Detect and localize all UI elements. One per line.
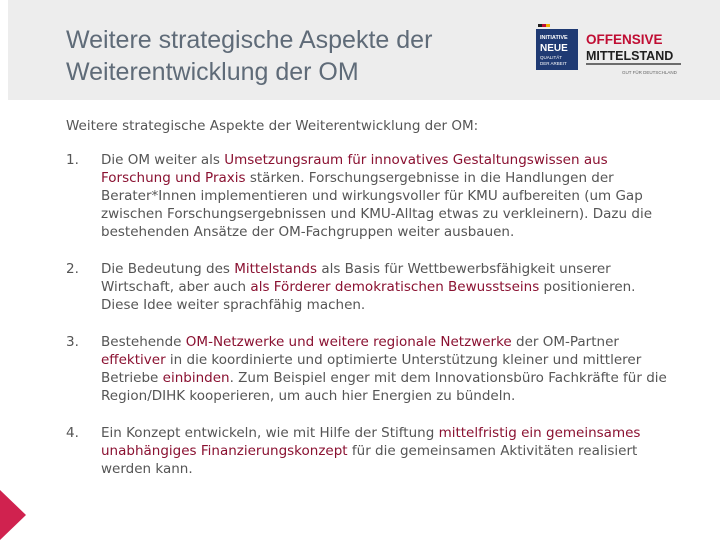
corner-arrow-shape (0, 490, 26, 540)
badge-line-4: DER ARBEIT (540, 61, 567, 66)
highlight-segment: Umsetzungsraum für innovatives Gestaltungswissen aus Forschung und Praxis (101, 152, 608, 186)
list-item (66, 151, 686, 241)
flag-stripe-black (538, 24, 542, 27)
list-item-number: 2. (66, 261, 79, 277)
list-item-text (101, 424, 676, 478)
slide-header (0, 0, 720, 100)
highlight-segment: OM-Netzwerke und weitere regionale Netzwerke (185, 334, 512, 350)
list-item (66, 260, 686, 314)
badge-line-1: INITIATIVE (540, 35, 568, 41)
list-item-text (101, 333, 676, 405)
text-segment: . Zum Beispiel enger mit dem Innovationsbüro Fachkräfte für die Region/DIHK kooperieren, um auch hier Energien zu bündeln. (101, 370, 667, 404)
aspects-list (66, 151, 686, 497)
offensive-mittelstand-logo (536, 22, 686, 84)
highlight-segment: als Förderer demokratischen Bewusstseins (250, 279, 540, 295)
flag-stripe-red (542, 24, 546, 27)
brand-offensive: OFFENSIVE (586, 32, 663, 47)
list-item-text (101, 260, 676, 314)
text-segment: der OM-Partner (511, 334, 619, 350)
title-line-1: Weitere strategische Aspekte der (66, 26, 433, 54)
highlight-segment: effektiver (101, 352, 166, 368)
flag-stripe-gold (546, 24, 550, 27)
badge-line-3: QUALITÄT (540, 55, 563, 60)
text-segment: als Basis für Wettbewerbsfähigkeit unserer Wirtschaft, aber auch (101, 261, 611, 295)
header-left-strip (0, 0, 8, 100)
list-item-number: 1. (66, 152, 79, 168)
list-item-number: 3. (66, 334, 79, 350)
text-segment: Die OM weiter als (101, 152, 225, 168)
brand-mittelstand: MITTELSTAND (586, 49, 674, 63)
intro-text: Weitere strategische Aspekte der Weiterentwicklung der OM: (66, 118, 479, 134)
list-item (66, 333, 686, 405)
text-segment: Bestehende (101, 334, 186, 350)
text-segment: positionieren. Diese Idee weiter sprachfähig machen. (101, 279, 636, 313)
list-item (66, 424, 686, 478)
text-segment: in die koordinierte und optimierte Unterstützung kleiner und mittlerer Betriebe (101, 352, 642, 386)
highlight-segment: mittelfristig ein gemeinsames unabhängiges Finanzierungskonzept (101, 425, 641, 459)
text-segment: Die Bedeutung des (101, 261, 235, 277)
brand-tagline: GUT FÜR DEUTSCHLAND (622, 70, 677, 75)
text-segment: für die gemeinsamen Aktivitäten realisiert werden kann. (101, 443, 638, 477)
corner-arrow-accent (0, 490, 26, 540)
slide-title (66, 24, 496, 88)
list-item-text (101, 151, 676, 241)
badge-line-2: NEUE (540, 43, 568, 54)
text-segment: stärken. Forschungsergebnisse in die Handlungen der Berater*Innen implementieren und wirkungsvoller für KMU aufbereiten (um Gap zwischen Forschungsergebnissen und KMU-Alltag etwas zu verkleinern). Dazu die bestehenden Ansätze der OM-Fachgruppen weiter ausbauen. (101, 170, 652, 240)
title-line-2: Weiterentwicklung der OM (66, 58, 359, 86)
highlight-segment: einbinden (162, 370, 230, 386)
highlight-segment: Mittelstands (234, 261, 318, 277)
list-item-number: 4. (66, 425, 79, 441)
text-segment: Ein Konzept entwickeln, wie mit Hilfe der Stiftung (101, 425, 439, 441)
